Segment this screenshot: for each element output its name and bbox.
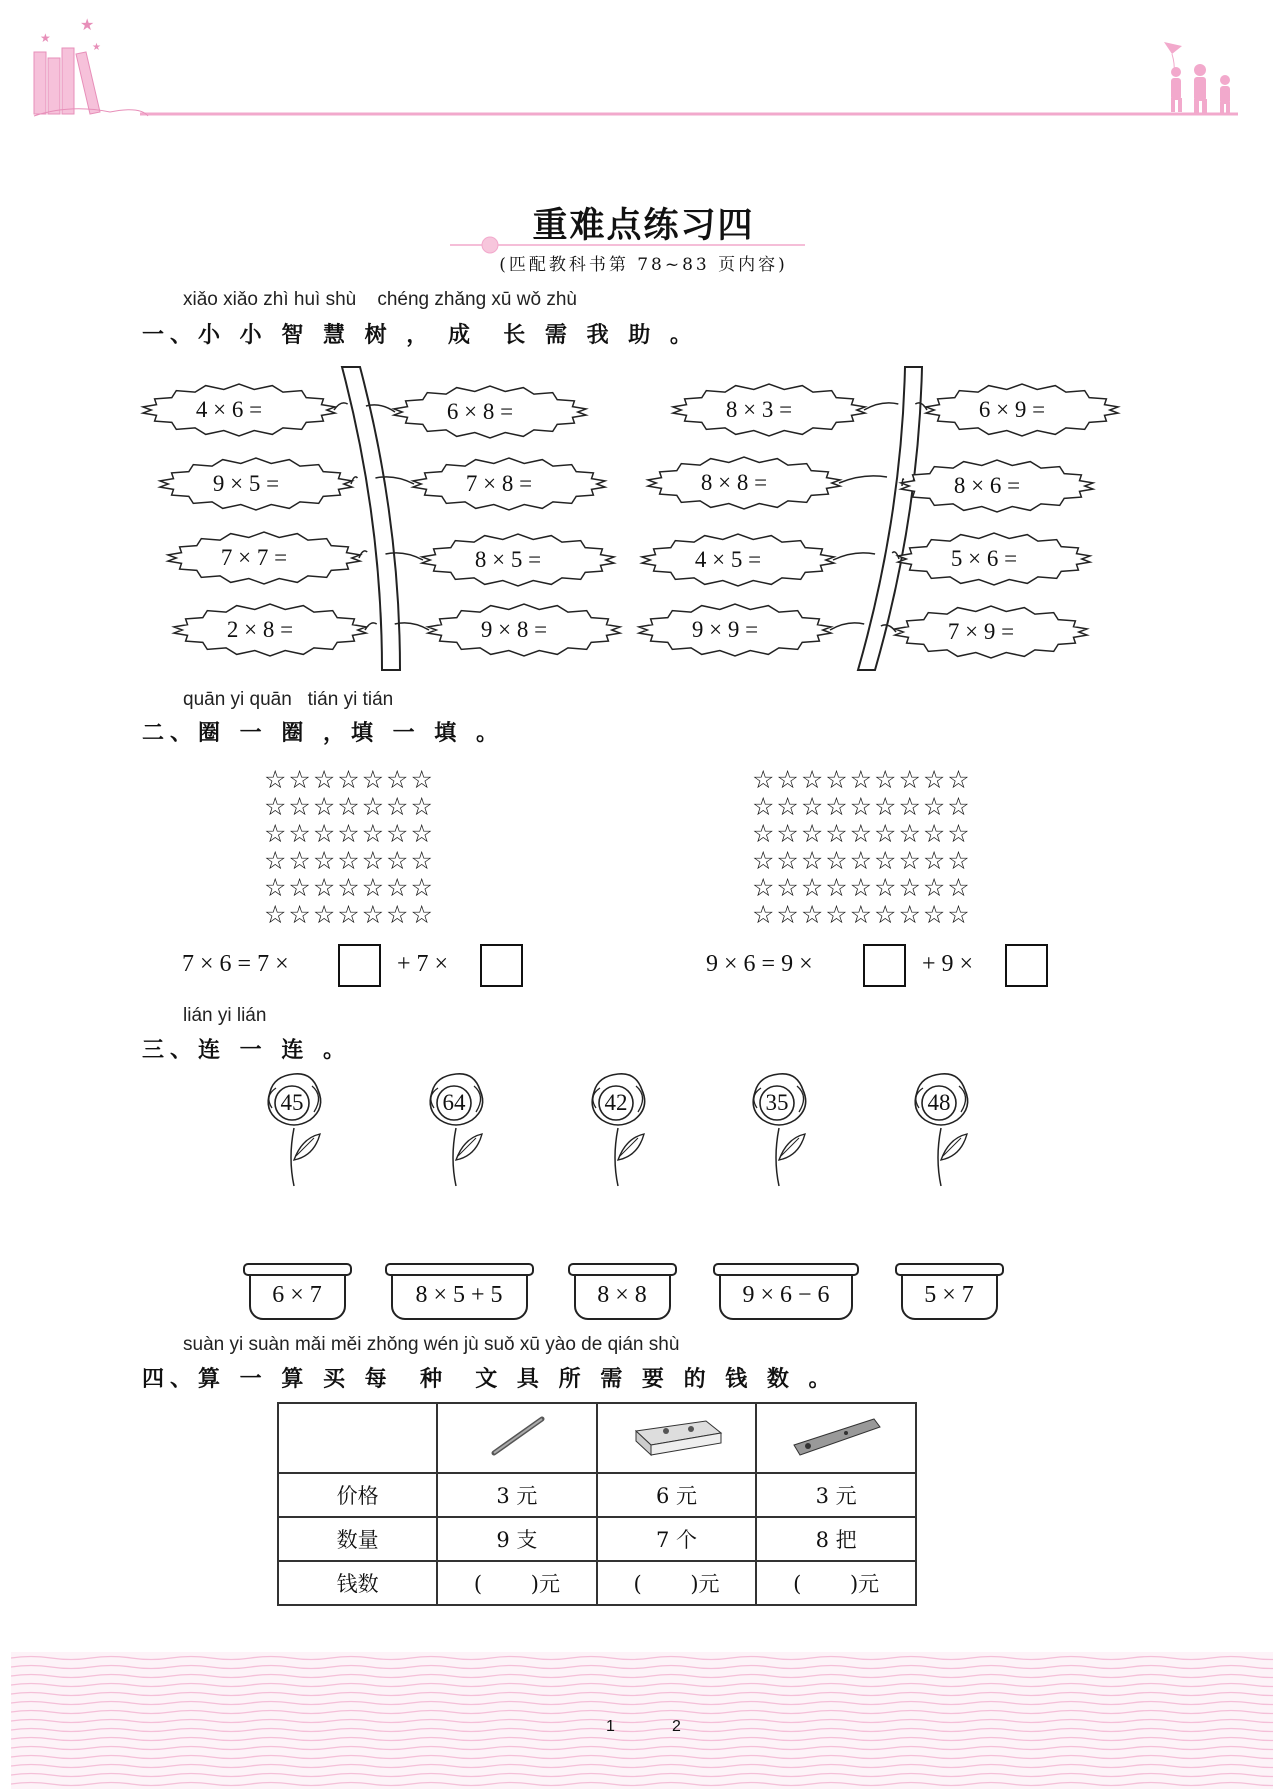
page-number-right: 2 bbox=[672, 1718, 681, 1735]
flower-42[interactable] bbox=[578, 1068, 658, 1192]
leaf-equation: 4 × 5 = bbox=[694, 547, 762, 572]
flower-icon bbox=[254, 1068, 334, 1188]
table-row-price: 价格 3 元 6 元 3 元 bbox=[278, 1473, 916, 1517]
footer-wave-band bbox=[11, 1652, 1273, 1789]
pot-expression-text: 8 × 8 bbox=[597, 1281, 647, 1308]
leaf-equation: 2 × 8 = bbox=[226, 617, 294, 642]
section-2-heading: 二、圈 一 圈 ，填 一 填 。 bbox=[142, 721, 504, 746]
stationery-price-table bbox=[277, 1402, 917, 1606]
equation-left-part2: + 7 × bbox=[397, 951, 449, 977]
leaf-equation: 5 × 6 = bbox=[950, 546, 1018, 571]
leaf-stem bbox=[864, 403, 898, 410]
answer-box[interactable] bbox=[863, 944, 906, 987]
flower-number: 48 bbox=[927, 1090, 951, 1115]
section-3-heading: 三、连 一 连 。 bbox=[142, 1038, 351, 1063]
section-1-heading: 一、小 小 智 慧 树 ， 成 长 需 我 助 。 bbox=[142, 323, 698, 348]
section-1-pinyin: xiǎo xiǎo zhì huì shù chéng zhǎng xū wǒ zhù bbox=[183, 289, 577, 310]
flower-64[interactable] bbox=[416, 1068, 496, 1192]
pot-expression-text: 6 × 7 bbox=[272, 1281, 322, 1308]
flower-number: 45 bbox=[280, 1090, 304, 1115]
leaf-equation: 6 × 9 = bbox=[978, 397, 1046, 422]
section-4-heading: 四、算 一 算 买 每 种 文 具 所 需 要 的 钱 数 。 bbox=[142, 1367, 837, 1392]
flower-pot-expression[interactable] bbox=[391, 1270, 528, 1320]
flower-icon bbox=[739, 1068, 819, 1188]
leaf-equation: 7 × 8 = bbox=[465, 471, 533, 496]
flower-pot-expression[interactable] bbox=[719, 1270, 853, 1320]
leaf-equation: 8 × 5 = bbox=[474, 547, 542, 572]
flower-number: 42 bbox=[604, 1090, 628, 1115]
flower-icon bbox=[578, 1068, 658, 1188]
table-row-quantity: 数量 9 支 7 个 8 把 bbox=[278, 1517, 916, 1561]
flower-pot-expression[interactable] bbox=[249, 1270, 346, 1320]
ruler-icon bbox=[786, 1411, 886, 1461]
leaf-equation: 6 × 8 = bbox=[446, 399, 514, 424]
answer-box[interactable] bbox=[480, 944, 523, 987]
leaf-equation: 4 × 6 = bbox=[195, 397, 263, 422]
leaf-equation: 8 × 8 = bbox=[700, 470, 768, 495]
answer-box[interactable] bbox=[1005, 944, 1048, 987]
section-3-pinyin: lián yi lián bbox=[183, 1005, 267, 1026]
page-number-left: 1 bbox=[606, 1718, 615, 1735]
pot-expression-text: 8 × 5 + 5 bbox=[415, 1281, 503, 1308]
answer-box[interactable] bbox=[338, 944, 381, 987]
leaf-stem bbox=[839, 476, 887, 483]
pot-expression-text: 5 × 7 bbox=[924, 1281, 974, 1308]
svg-text:★: ★ bbox=[92, 42, 101, 53]
flower-pot-expression[interactable] bbox=[901, 1270, 998, 1320]
flower-number: 35 bbox=[765, 1090, 789, 1115]
leaf-equation: 9 × 9 = bbox=[691, 617, 759, 642]
leaf-stem bbox=[833, 553, 875, 560]
equation-left-part1: 7 × 6 = 7 × bbox=[182, 951, 289, 977]
pencil-box-icon bbox=[626, 1411, 726, 1461]
pencil-icon bbox=[482, 1411, 552, 1461]
leaf-equation: 9 × 8 = bbox=[480, 617, 548, 642]
page-subtitle: (匹配教科书第 78~83 页内容) bbox=[499, 255, 788, 275]
svg-text:★: ★ bbox=[80, 15, 95, 34]
leaf-equation: 7 × 7 = bbox=[220, 545, 288, 570]
leaf-equation: 9 × 5 = bbox=[212, 471, 280, 496]
table-row-total: 钱数 ( )元 ( )元 ( )元 bbox=[278, 1561, 916, 1605]
flower-48[interactable] bbox=[901, 1068, 981, 1192]
section-2-pinyin: quān yi quān tián yi tián bbox=[183, 689, 394, 710]
flower-45[interactable] bbox=[254, 1068, 334, 1192]
flower-pot-expression[interactable] bbox=[574, 1270, 671, 1320]
flower-icon bbox=[416, 1068, 496, 1188]
wisdom-trees bbox=[0, 0, 1287, 700]
star-grid-7x6: ☆☆☆☆☆☆☆ ☆☆☆☆☆☆☆ ☆☆☆☆☆☆☆ ☆☆☆☆☆☆☆ ☆☆☆☆☆☆☆ ☆☆☆☆☆☆☆ bbox=[264, 765, 435, 929]
flower-35[interactable] bbox=[739, 1068, 819, 1192]
leaf-equation: 8 × 6 = bbox=[953, 473, 1021, 498]
svg-text:★: ★ bbox=[40, 31, 51, 45]
page-title: 重难点练习四 bbox=[532, 205, 755, 246]
equation-right-part1: 9 × 6 = 9 × bbox=[706, 951, 813, 977]
flower-icon bbox=[901, 1068, 981, 1188]
pot-expression-text: 9 × 6 − 6 bbox=[742, 1281, 830, 1308]
leaf-equation: 7 × 9 = bbox=[947, 619, 1015, 644]
flower-number: 64 bbox=[442, 1090, 466, 1115]
leaf-stem bbox=[830, 623, 864, 630]
leaf-equation: 8 × 3 = bbox=[725, 397, 793, 422]
equation-right-part2: + 9 × bbox=[922, 951, 974, 977]
section-4-pinyin: suàn yi suàn mǎi měi zhǒng wén jù suǒ xū yào de qián shù bbox=[183, 1334, 680, 1355]
star-grid-9x6: ☆☆☆☆☆☆☆☆☆ ☆☆☆☆☆☆☆☆☆ ☆☆☆☆☆☆☆☆☆ ☆☆☆☆☆☆☆☆☆ ☆☆☆☆☆☆☆☆☆ ☆☆☆☆☆☆☆☆☆ bbox=[752, 765, 972, 929]
